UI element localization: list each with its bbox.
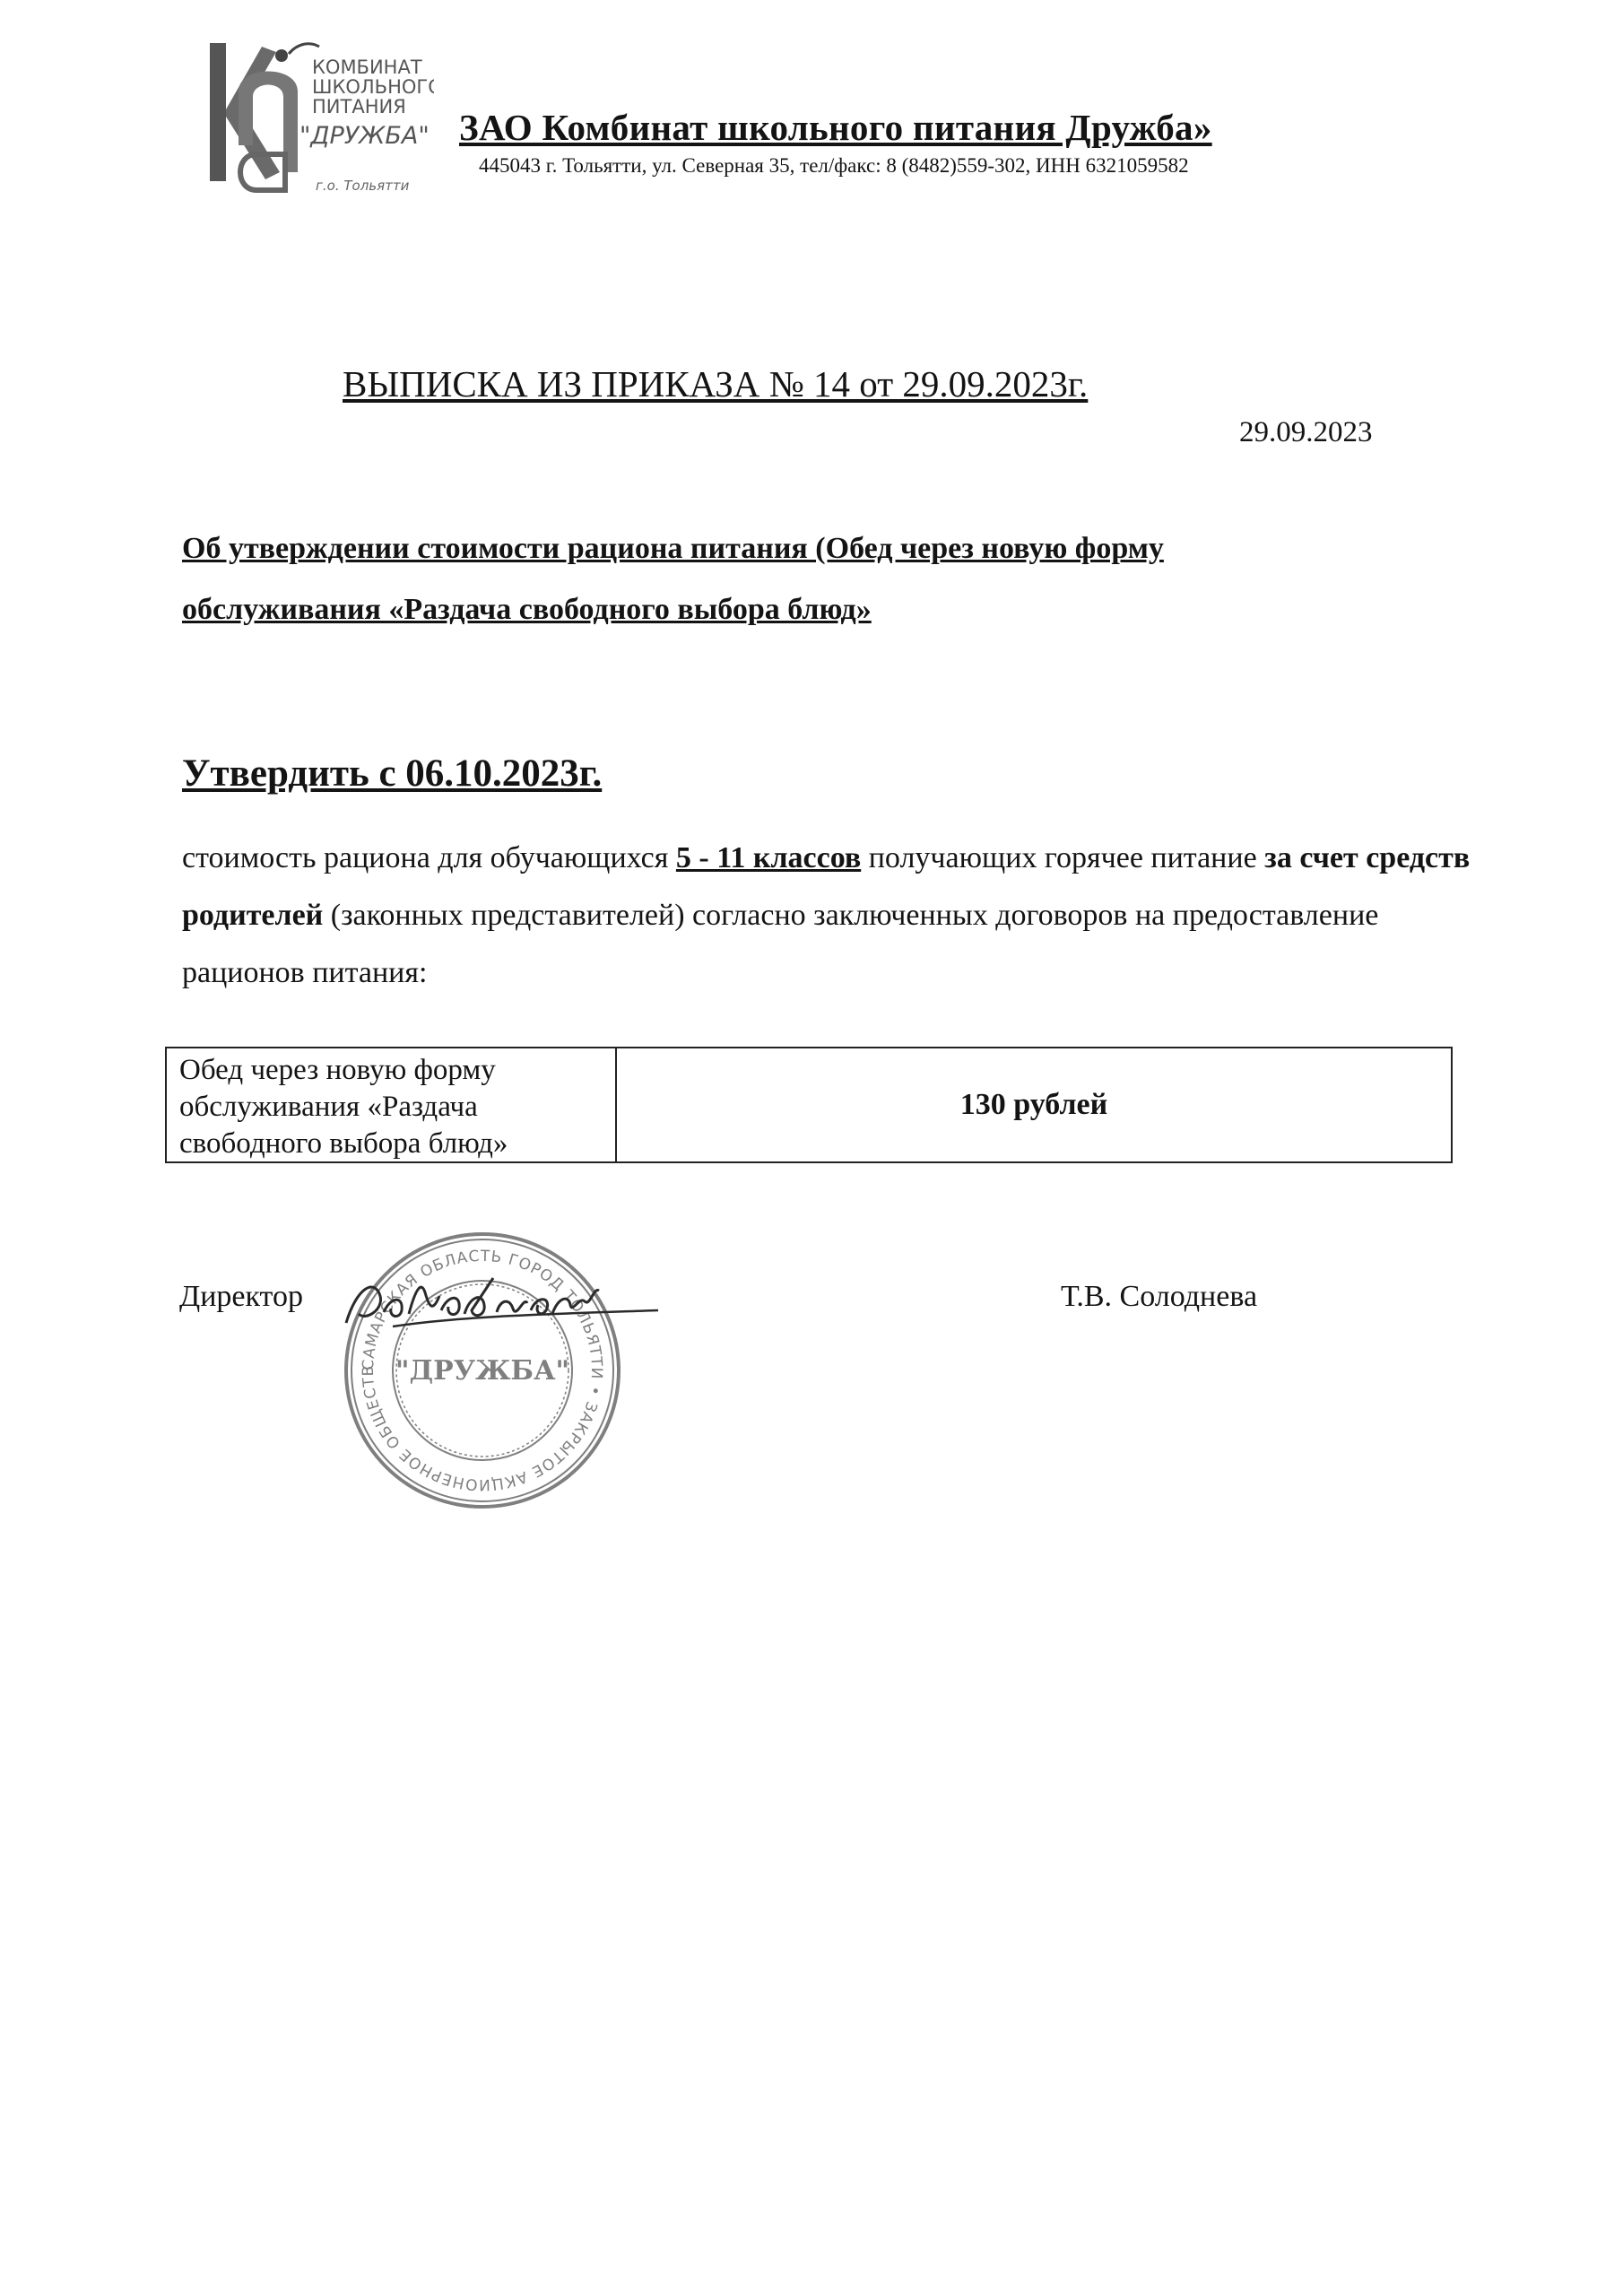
- body-part-2: получающих горячее питание: [861, 841, 1265, 874]
- logo-line-1: КОМБИНАТ: [312, 57, 422, 78]
- table-row-label: Обед через новую форму обслуживания «Раздача свободного выбора блюд»: [167, 1048, 617, 1161]
- table-row-price: 130 рублей: [959, 1088, 1108, 1121]
- order-subject: [182, 518, 1330, 640]
- order-body: [182, 830, 1491, 1002]
- body-part-3: (законных представителей) согласно заключенных договоров на предоставление рационов питания:: [182, 899, 1379, 989]
- body-funding: за счет средств родителей: [182, 841, 1471, 932]
- handwritten-signature: [339, 1260, 662, 1341]
- organization-title: ЗАО Комбинат школьного питания Дружба»: [459, 107, 1212, 148]
- director-label: Директор: [179, 1280, 303, 1313]
- director-name: Т.В. Солоднева: [1061, 1280, 1258, 1313]
- body-part-1: стоимость рациона для обучающихся: [182, 841, 676, 874]
- logo-line-2: ШКОЛЬНОГО: [312, 76, 434, 98]
- signature-hidden-text: Солоднева: [339, 1260, 343, 1261]
- subject-line-1: Об утверждении стоимости рациона питания (Обед через новую форму: [182, 532, 1164, 565]
- price-table: [165, 1047, 1453, 1163]
- company-logo: [199, 38, 434, 197]
- organization-address: 445043 г. Тольятти, ул. Северная 35, тел/факс: 8 (8482)559-302, ИНН 6321059582: [479, 154, 1189, 177]
- approve-heading: Утвердить с 06.10.2023г.: [182, 752, 603, 795]
- logo-line-4: "ДРУЖБА": [299, 122, 430, 150]
- stamp-center-text: "ДРУЖБА": [395, 1355, 570, 1387]
- body-grades: 5 - 11 классов: [675, 841, 862, 874]
- stamp-ring-text: САМАРСКАЯ ОБЛАСТЬ ГОРОД ТОЛЬЯТТИ • ЗАКРЫТОЕ АКЦИОНЕРНОЕ ОБЩЕСТВ: [359, 1247, 606, 1494]
- document-title: ВЫПИСКА ИЗ ПРИКАЗА № 14 от 29.09.2023г.: [343, 363, 1089, 404]
- subject-line-2: обслуживания «Раздача свободного выбора блюд»: [182, 593, 872, 626]
- document-date: 29.09.2023: [1239, 416, 1373, 448]
- logo-line-5: г.о. Тольятти: [316, 178, 410, 194]
- logo-line-3: ПИТАНИЯ: [312, 96, 406, 117]
